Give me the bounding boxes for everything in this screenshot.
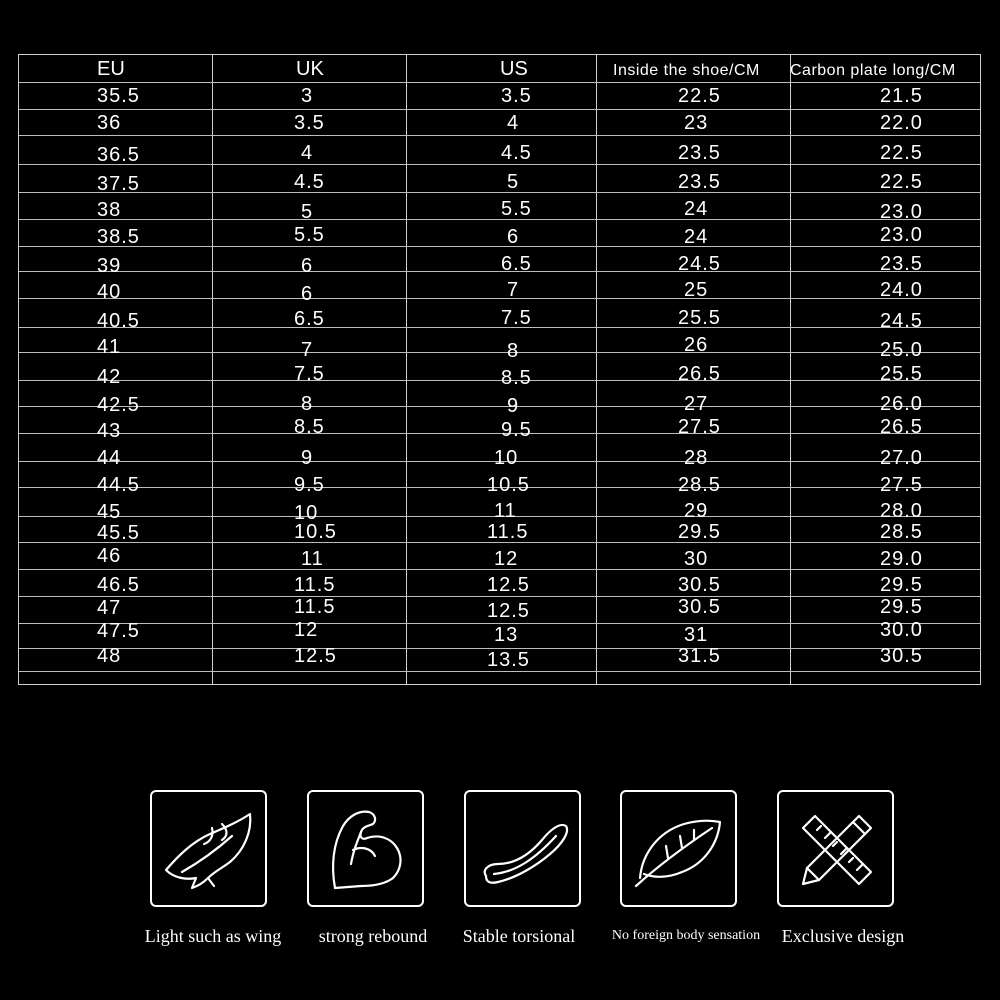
cell-us: 10.5 <box>487 474 530 496</box>
cell-inside-shoe: 26 <box>684 334 709 356</box>
table-row-divider <box>19 135 980 136</box>
cell-eu: 44.5 <box>97 474 140 496</box>
cell-inside-shoe: 24 <box>684 198 709 220</box>
cell-uk: 6 <box>301 283 314 305</box>
feature-box-design <box>777 790 894 907</box>
table-row-divider <box>19 82 980 83</box>
cell-us: 3.5 <box>501 85 532 107</box>
cell-us: 12.5 <box>487 600 530 622</box>
table-row-divider <box>19 109 980 110</box>
cell-eu: 42.5 <box>97 394 140 416</box>
cell-us: 9 <box>507 395 520 417</box>
cell-uk: 9.5 <box>294 474 325 496</box>
cell-eu: 46.5 <box>97 574 140 596</box>
cell-eu: 38.5 <box>97 226 140 248</box>
cell-uk: 12 <box>294 619 319 641</box>
header-inside-shoe: Inside the shoe/CM <box>613 62 760 79</box>
cell-inside-shoe: 29.5 <box>678 521 721 543</box>
cell-us: 12.5 <box>487 574 530 596</box>
cell-uk: 11.5 <box>294 574 336 596</box>
cell-inside-shoe: 24.5 <box>678 253 721 275</box>
table-row-divider <box>19 298 980 299</box>
cell-uk: 10.5 <box>294 521 337 543</box>
cell-eu: 45.5 <box>97 522 140 544</box>
cell-inside-shoe: 24 <box>684 226 709 248</box>
cell-inside-shoe: 26.5 <box>678 363 721 385</box>
cell-carbon-plate: 30.0 <box>880 619 923 641</box>
cell-carbon-plate: 26.0 <box>880 393 923 415</box>
torsion-curve-icon <box>466 792 579 905</box>
cell-inside-shoe: 28.5 <box>678 474 721 496</box>
table-row-divider <box>19 406 980 407</box>
feature-label-light: Light such as wing <box>144 926 282 946</box>
cell-uk: 8 <box>301 393 314 415</box>
table-row-divider <box>19 192 980 193</box>
cell-carbon-plate: 28.0 <box>880 500 923 522</box>
cell-uk: 11.5 <box>294 596 336 618</box>
cell-us: 12 <box>494 548 519 570</box>
feature-label-comfort: No foreign body sensation <box>611 928 761 943</box>
feature-box-comfort <box>620 790 737 907</box>
feature-box-rebound <box>307 790 424 907</box>
cell-carbon-plate: 27.5 <box>880 474 923 496</box>
cell-uk: 4 <box>301 142 314 164</box>
cell-inside-shoe: 29 <box>684 500 709 522</box>
cell-inside-shoe: 30.5 <box>678 596 721 618</box>
cell-uk: 6 <box>301 255 314 277</box>
flexed-arm-icon <box>309 792 422 905</box>
cell-uk: 5.5 <box>294 224 325 246</box>
cell-eu: 41 <box>97 336 122 358</box>
table-row-divider <box>19 164 980 165</box>
header-carbon-plate: Carbon plate long/CM <box>790 62 956 79</box>
cell-carbon-plate: 22.5 <box>880 142 923 164</box>
cell-inside-shoe: 22.5 <box>678 85 721 107</box>
cell-carbon-plate: 21.5 <box>880 85 923 107</box>
cell-uk: 10 <box>294 502 319 524</box>
cell-uk: 9 <box>301 447 314 469</box>
cell-us: 7 <box>507 279 520 301</box>
cell-eu: 35.5 <box>97 85 140 107</box>
wing-icon <box>152 792 265 905</box>
cell-carbon-plate: 28.5 <box>880 521 923 543</box>
cell-uk: 4.5 <box>294 171 325 193</box>
size-chart-table <box>18 54 981 685</box>
table-column-divider <box>212 55 213 684</box>
cell-carbon-plate: 29.5 <box>880 596 923 618</box>
cell-eu: 44 <box>97 447 122 469</box>
cell-eu: 43 <box>97 420 122 442</box>
cell-inside-shoe: 30.5 <box>678 574 721 596</box>
cell-carbon-plate: 26.5 <box>880 416 923 438</box>
cell-uk: 7 <box>301 339 314 361</box>
cell-eu: 38 <box>97 199 122 221</box>
feature-box-torsional <box>464 790 581 907</box>
table-row-divider <box>19 671 980 672</box>
cell-us: 11 <box>494 500 517 522</box>
cell-eu: 42 <box>97 366 122 388</box>
feature-label-design: Exclusive design <box>781 926 905 946</box>
cell-us: 5 <box>507 171 520 193</box>
cell-carbon-plate: 25.5 <box>880 363 923 385</box>
table-row-divider <box>19 219 980 220</box>
cell-eu: 40.5 <box>97 310 140 332</box>
table-row-divider <box>19 327 980 328</box>
cell-eu: 45 <box>97 501 122 523</box>
cell-uk: 6.5 <box>294 308 325 330</box>
table-column-divider <box>790 55 791 684</box>
leaf-icon <box>622 792 735 905</box>
table-row-divider <box>19 433 980 434</box>
cell-us: 8 <box>507 340 520 362</box>
cell-carbon-plate: 22.0 <box>880 112 923 134</box>
table-column-divider <box>596 55 597 684</box>
header-us: US <box>500 58 528 80</box>
cell-inside-shoe: 28 <box>684 447 709 469</box>
table-row-divider <box>19 271 980 272</box>
cell-inside-shoe: 31.5 <box>678 645 721 667</box>
cell-uk: 3.5 <box>294 112 325 134</box>
cell-us: 13 <box>494 624 519 646</box>
cell-eu: 47.5 <box>97 620 140 642</box>
cell-us: 9.5 <box>501 419 532 441</box>
cell-eu: 36 <box>97 112 122 134</box>
cell-us: 13.5 <box>487 649 530 671</box>
cell-carbon-plate: 24.0 <box>880 279 923 301</box>
table-column-divider <box>406 55 407 684</box>
table-row-divider <box>19 596 980 597</box>
cell-carbon-plate: 23.5 <box>880 253 923 275</box>
cell-uk: 11 <box>301 548 324 570</box>
cell-us: 4 <box>507 112 520 134</box>
cell-carbon-plate: 29.5 <box>880 574 923 596</box>
cell-us: 10 <box>494 447 519 469</box>
cell-carbon-plate: 30.5 <box>880 645 923 667</box>
cell-inside-shoe: 23 <box>684 112 709 134</box>
cell-eu: 37.5 <box>97 173 140 195</box>
cell-us: 5.5 <box>501 198 532 220</box>
cell-inside-shoe: 23.5 <box>678 171 721 193</box>
cell-inside-shoe: 30 <box>684 548 709 570</box>
cell-uk: 5 <box>301 201 314 223</box>
cell-uk: 8.5 <box>294 416 325 438</box>
table-row-divider <box>19 352 980 353</box>
cell-eu: 40 <box>97 281 122 303</box>
cell-carbon-plate: 29.0 <box>880 548 923 570</box>
cell-eu: 48 <box>97 645 122 667</box>
feature-label-rebound: strong rebound <box>318 926 428 946</box>
cell-us: 7.5 <box>501 307 532 329</box>
feature-label-torsional: Stable torsional <box>462 926 576 946</box>
feature-box-light <box>150 790 267 907</box>
cell-carbon-plate: 23.0 <box>880 201 923 223</box>
cell-us: 4.5 <box>501 142 532 164</box>
cell-us: 6 <box>507 226 520 248</box>
cell-carbon-plate: 25.0 <box>880 339 923 361</box>
header-eu: EU <box>97 58 125 80</box>
cell-eu: 39 <box>97 255 122 277</box>
table-row-divider <box>19 380 980 381</box>
cell-carbon-plate: 24.5 <box>880 310 923 332</box>
cell-us: 8.5 <box>501 367 532 389</box>
cell-uk: 3 <box>301 85 314 107</box>
header-uk: UK <box>296 58 324 80</box>
cell-carbon-plate: 22.5 <box>880 171 923 193</box>
table-row-divider <box>19 246 980 247</box>
cell-inside-shoe: 25.5 <box>678 307 721 329</box>
cell-eu: 47 <box>97 597 122 619</box>
cell-carbon-plate: 23.0 <box>880 224 923 246</box>
cell-us: 11.5 <box>487 521 529 543</box>
cell-inside-shoe: 27.5 <box>678 416 721 438</box>
cell-us: 6.5 <box>501 253 532 275</box>
cell-inside-shoe: 25 <box>684 279 709 301</box>
cell-inside-shoe: 23.5 <box>678 142 721 164</box>
cell-eu: 46 <box>97 545 122 567</box>
ruler-pencil-icon <box>779 792 892 905</box>
cell-eu: 36.5 <box>97 144 140 166</box>
cell-uk: 7.5 <box>294 363 325 385</box>
cell-inside-shoe: 27 <box>684 393 709 415</box>
cell-carbon-plate: 27.0 <box>880 447 923 469</box>
cell-inside-shoe: 31 <box>684 624 709 646</box>
cell-uk: 12.5 <box>294 645 337 667</box>
